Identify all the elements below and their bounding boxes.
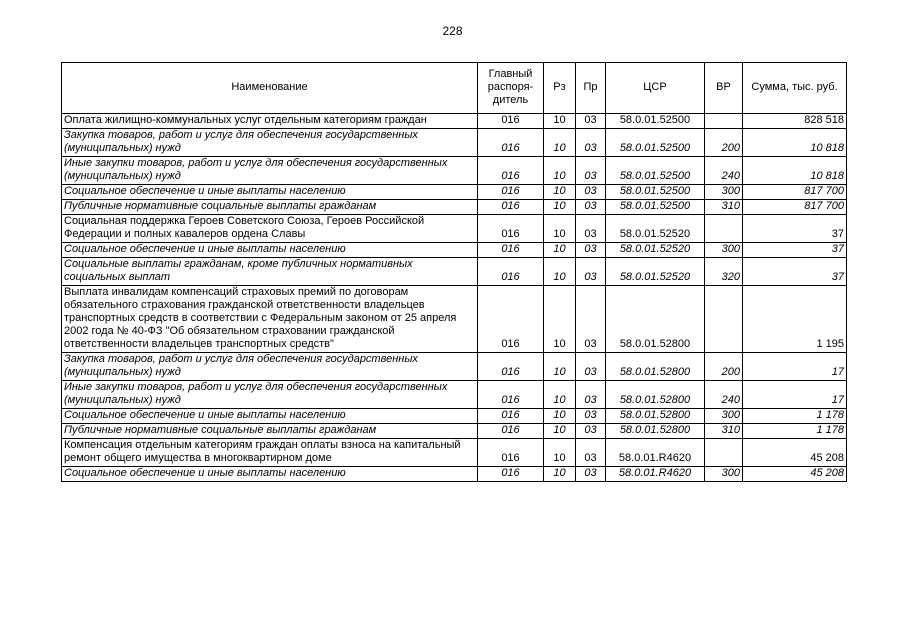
cell-pr: 03 bbox=[576, 243, 606, 258]
cell-vr: 300 bbox=[705, 185, 743, 200]
cell-sum: 37 bbox=[743, 215, 847, 243]
cell-rz: 10 bbox=[544, 185, 576, 200]
cell-name: Социальное обеспечение и иные выплаты населению bbox=[62, 467, 478, 482]
cell-name: Закупка товаров, работ и услуг для обеспечения государственных (муниципальных) нужд bbox=[62, 353, 478, 381]
cell-vr: 200 bbox=[705, 353, 743, 381]
cell-sum: 1 178 bbox=[743, 409, 847, 424]
cell-csr: 58.0.01.52520 bbox=[606, 215, 705, 243]
header-sum: Сумма, тыс. руб. bbox=[743, 63, 847, 114]
cell-csr: 58.0.01.52800 bbox=[606, 353, 705, 381]
cell-vr: 240 bbox=[705, 157, 743, 185]
cell-name: Публичные нормативные социальные выплаты гражданам bbox=[62, 200, 478, 215]
cell-vr bbox=[705, 215, 743, 243]
cell-vr: 320 bbox=[705, 258, 743, 286]
cell-vr: 300 bbox=[705, 467, 743, 482]
cell-vr bbox=[705, 114, 743, 129]
cell-csr: 58.0.01.52500 bbox=[606, 157, 705, 185]
cell-rz: 10 bbox=[544, 409, 576, 424]
cell-name: Иные закупки товаров, работ и услуг для обеспечения государственных (муниципальных) нужд bbox=[62, 157, 478, 185]
budget-table bbox=[61, 62, 847, 482]
cell-glav: 016 bbox=[478, 467, 544, 482]
cell-rz: 10 bbox=[544, 215, 576, 243]
cell-sum: 45 208 bbox=[743, 467, 847, 482]
cell-pr: 03 bbox=[576, 424, 606, 439]
cell-vr: 300 bbox=[705, 409, 743, 424]
table-row bbox=[62, 381, 847, 409]
cell-vr: 300 bbox=[705, 243, 743, 258]
cell-rz: 10 bbox=[544, 114, 576, 129]
cell-rz: 10 bbox=[544, 381, 576, 409]
cell-pr: 03 bbox=[576, 381, 606, 409]
cell-sum: 17 bbox=[743, 353, 847, 381]
cell-name: Социальное обеспечение и иные выплаты населению bbox=[62, 243, 478, 258]
cell-pr: 03 bbox=[576, 409, 606, 424]
table-row bbox=[62, 439, 847, 467]
cell-name: Компенсация отдельным категориям граждан оплаты взноса на капитальный ремонт общего имущества в многоквартирном доме bbox=[62, 439, 478, 467]
cell-csr: 58.0.01.R4620 bbox=[606, 439, 705, 467]
cell-vr bbox=[705, 439, 743, 467]
cell-sum: 45 208 bbox=[743, 439, 847, 467]
header-pr: Пр bbox=[576, 63, 606, 114]
cell-rz: 10 bbox=[544, 353, 576, 381]
cell-csr: 58.0.01.R4620 bbox=[606, 467, 705, 482]
cell-name: Выплата инвалидам компенсаций страховых премий по договорам обязательного страхования гражданской ответственности владельцев транспортных средств в соответствии с Федеральным законом от 25 апреля 2002 года № 40-ФЗ "Об обязательном страховании гражданской ответственности владельцев транспортных средств" bbox=[62, 286, 478, 353]
cell-pr: 03 bbox=[576, 200, 606, 215]
cell-name: Социальные выплаты гражданам, кроме публичных нормативных социальных выплат bbox=[62, 258, 478, 286]
cell-pr: 03 bbox=[576, 215, 606, 243]
header-csr: ЦСР bbox=[606, 63, 705, 114]
cell-glav: 016 bbox=[478, 215, 544, 243]
cell-name: Социальное обеспечение и иные выплаты населению bbox=[62, 409, 478, 424]
cell-csr: 58.0.01.52500 bbox=[606, 200, 705, 215]
cell-glav: 016 bbox=[478, 353, 544, 381]
cell-name: Социальная поддержка Героев Советского Союза, Героев Российской Федерации и полных кавалеров ордена Славы bbox=[62, 215, 478, 243]
table-row bbox=[62, 185, 847, 200]
cell-name: Публичные нормативные социальные выплаты гражданам bbox=[62, 424, 478, 439]
cell-pr: 03 bbox=[576, 258, 606, 286]
cell-glav: 016 bbox=[478, 129, 544, 157]
cell-sum: 37 bbox=[743, 243, 847, 258]
cell-pr: 03 bbox=[576, 467, 606, 482]
cell-sum: 10 818 bbox=[743, 157, 847, 185]
cell-glav: 016 bbox=[478, 409, 544, 424]
cell-pr: 03 bbox=[576, 439, 606, 467]
table-row bbox=[62, 129, 847, 157]
cell-sum: 1 195 bbox=[743, 286, 847, 353]
cell-sum: 37 bbox=[743, 258, 847, 286]
header-vr: ВР bbox=[705, 63, 743, 114]
cell-rz: 10 bbox=[544, 129, 576, 157]
cell-csr: 58.0.01.52500 bbox=[606, 185, 705, 200]
cell-glav: 016 bbox=[478, 286, 544, 353]
cell-csr: 58.0.01.52500 bbox=[606, 129, 705, 157]
table-row bbox=[62, 114, 847, 129]
cell-pr: 03 bbox=[576, 185, 606, 200]
table-row bbox=[62, 258, 847, 286]
cell-glav: 016 bbox=[478, 381, 544, 409]
cell-vr: 240 bbox=[705, 381, 743, 409]
cell-glav: 016 bbox=[478, 200, 544, 215]
cell-sum: 10 818 bbox=[743, 129, 847, 157]
cell-glav: 016 bbox=[478, 114, 544, 129]
table-body bbox=[62, 114, 847, 482]
cell-rz: 10 bbox=[544, 286, 576, 353]
cell-csr: 58.0.01.52800 bbox=[606, 424, 705, 439]
cell-vr: 310 bbox=[705, 424, 743, 439]
cell-vr: 200 bbox=[705, 129, 743, 157]
cell-glav: 016 bbox=[478, 439, 544, 467]
cell-glav: 016 bbox=[478, 424, 544, 439]
cell-rz: 10 bbox=[544, 424, 576, 439]
cell-rz: 10 bbox=[544, 200, 576, 215]
table-row bbox=[62, 215, 847, 243]
cell-glav: 016 bbox=[478, 185, 544, 200]
cell-rz: 10 bbox=[544, 243, 576, 258]
cell-rz: 10 bbox=[544, 439, 576, 467]
cell-sum: 817 700 bbox=[743, 200, 847, 215]
table-row bbox=[62, 353, 847, 381]
page-number: 228 bbox=[442, 24, 463, 38]
cell-sum: 817 700 bbox=[743, 185, 847, 200]
table-row bbox=[62, 409, 847, 424]
cell-vr bbox=[705, 286, 743, 353]
cell-glav: 016 bbox=[478, 157, 544, 185]
cell-name: Закупка товаров, работ и услуг для обеспечения государственных (муниципальных) нужд bbox=[62, 129, 478, 157]
cell-sum: 17 bbox=[743, 381, 847, 409]
cell-name: Социальное обеспечение и иные выплаты населению bbox=[62, 185, 478, 200]
header-glav: Главный распоря-дитель bbox=[478, 63, 544, 114]
cell-csr: 58.0.01.52800 bbox=[606, 381, 705, 409]
cell-pr: 03 bbox=[576, 157, 606, 185]
cell-pr: 03 bbox=[576, 114, 606, 129]
cell-rz: 10 bbox=[544, 467, 576, 482]
cell-name: Иные закупки товаров, работ и услуг для обеспечения государственных (муниципальных) нужд bbox=[62, 381, 478, 409]
table-row bbox=[62, 243, 847, 258]
cell-glav: 016 bbox=[478, 258, 544, 286]
cell-sum: 1 178 bbox=[743, 424, 847, 439]
cell-csr: 58.0.01.52500 bbox=[606, 114, 705, 129]
header-name: Наименование bbox=[62, 63, 478, 114]
table-row bbox=[62, 200, 847, 215]
cell-csr: 58.0.01.52520 bbox=[606, 243, 705, 258]
table-header bbox=[62, 63, 847, 114]
cell-pr: 03 bbox=[576, 129, 606, 157]
cell-csr: 58.0.01.52520 bbox=[606, 258, 705, 286]
table-row bbox=[62, 467, 847, 482]
cell-sum: 828 518 bbox=[743, 114, 847, 129]
cell-pr: 03 bbox=[576, 286, 606, 353]
header-row bbox=[62, 63, 847, 114]
table-row bbox=[62, 286, 847, 353]
cell-vr: 310 bbox=[705, 200, 743, 215]
table-row bbox=[62, 157, 847, 185]
cell-csr: 58.0.01.52800 bbox=[606, 286, 705, 353]
table-row bbox=[62, 424, 847, 439]
header-rz: Рз bbox=[544, 63, 576, 114]
cell-name: Оплата жилищно-коммунальных услуг отдельным категориям граждан bbox=[62, 114, 478, 129]
cell-pr: 03 bbox=[576, 353, 606, 381]
cell-csr: 58.0.01.52800 bbox=[606, 409, 705, 424]
cell-rz: 10 bbox=[544, 157, 576, 185]
cell-rz: 10 bbox=[544, 258, 576, 286]
cell-glav: 016 bbox=[478, 243, 544, 258]
